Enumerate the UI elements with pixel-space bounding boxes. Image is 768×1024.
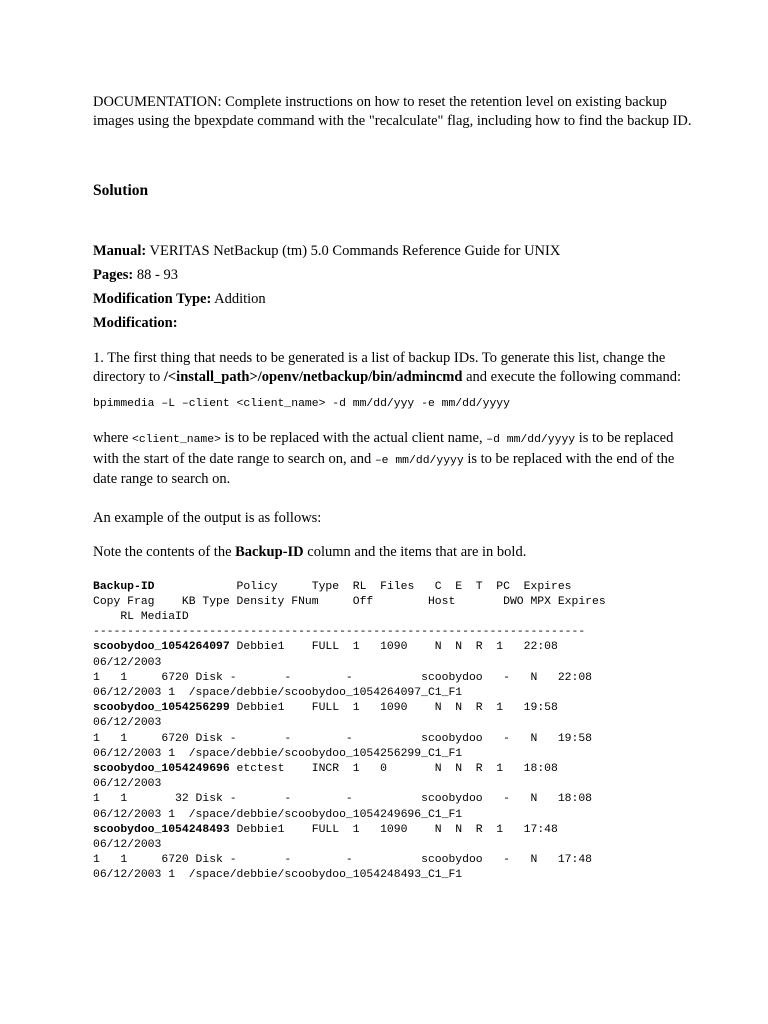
output-record bbox=[93, 762, 693, 823]
step-1-paragraph bbox=[93, 349, 693, 386]
output-record bbox=[93, 823, 693, 884]
manual-label: Manual: bbox=[93, 242, 147, 259]
example-intro: An example of the output is as follows: bbox=[93, 509, 322, 526]
where-text-3: is to be replaced with the start of the date range to search on, and bbox=[93, 430, 674, 467]
record-line-1: etctest INCR 1 0 N N R 1 18:08 bbox=[229, 762, 558, 775]
record-backup-id: scoobydoo_1054249696 bbox=[93, 762, 230, 775]
record-backup-id: scoobydoo_1054256299 bbox=[93, 702, 230, 715]
header-line-2: Copy Frag KB Type Density FNum Off Host DWO MPX Expires bbox=[93, 595, 606, 608]
record-line-4: 06/12/2003 1 /space/debbie/scoobydoo_1054256299_C1_F1 bbox=[93, 747, 463, 760]
record-line-2: 06/12/2003 bbox=[93, 717, 162, 730]
pages-line bbox=[93, 266, 693, 285]
solution-heading: Solution bbox=[93, 182, 149, 199]
modification-type-label: Modification Type: bbox=[93, 290, 212, 307]
note-text-after: column and the items that are in bold. bbox=[303, 544, 527, 560]
manual-line bbox=[93, 242, 693, 261]
header-separator: ------------------------------------------------------------------------ bbox=[93, 626, 586, 639]
bpimmedia-command: bpimmedia –L –client <client_name> -d mm/dd/yyy -e mm/dd/yyyy bbox=[93, 398, 510, 410]
note-paragraph bbox=[93, 543, 693, 562]
record-line-2: 06/12/2003 bbox=[93, 838, 162, 851]
header-line-3: RL MediaID bbox=[93, 610, 189, 623]
record-line-4: 06/12/2003 1 /space/debbie/scoobydoo_1054249696_C1_F1 bbox=[93, 808, 463, 821]
step-1-text-after: and execute the following command: bbox=[462, 368, 682, 385]
record-line-2: 06/12/2003 bbox=[93, 778, 162, 791]
document-page bbox=[93, 93, 693, 884]
note-text-before: Note the contents of the bbox=[93, 544, 236, 560]
record-line-3: 1 1 32 Disk - - - scoobydoo - N 18:08 bbox=[93, 793, 592, 806]
client-name-code: <client_name> bbox=[132, 434, 221, 446]
record-line-1: Debbie1 FULL 1 1090 N N R 1 17:48 bbox=[229, 823, 558, 836]
record-line-1: Debbie1 FULL 1 1090 N N R 1 19:58 bbox=[229, 702, 558, 715]
record-line-3: 1 1 6720 Disk - - - scoobydoo - N 22:08 bbox=[93, 671, 592, 684]
manual-value: VERITAS NetBackup (tm) 5.0 Commands Reference Guide for UNIX bbox=[146, 242, 561, 259]
where-text-1: where bbox=[93, 430, 133, 446]
admincmd-path: /<install_path>/openv/netbackup/bin/admincmd bbox=[163, 368, 463, 385]
step-1-text-before: 1. The first thing that needs to be generated is a list of backup IDs. To generate this list, change the directory to bbox=[93, 350, 666, 385]
where-paragraph bbox=[93, 429, 693, 489]
record-line-2: 06/12/2003 bbox=[93, 656, 162, 669]
documentation-paragraph: DOCUMENTATION: Complete instructions on how to reset the retention level on existing backup images using the bpexpdate command with the "recalculate" flag, including how to find the backup ID. bbox=[93, 94, 692, 129]
output-record bbox=[93, 701, 693, 762]
output-header bbox=[93, 580, 693, 641]
pages-value: 88 - 93 bbox=[133, 266, 178, 283]
where-text-2: is to be replaced with the actual client name, bbox=[220, 430, 487, 446]
modification-label: Modification: bbox=[93, 314, 178, 331]
modification-line bbox=[93, 314, 693, 333]
header-backup-id: Backup-ID bbox=[93, 580, 155, 593]
output-record bbox=[93, 640, 693, 701]
record-line-4: 06/12/2003 1 /space/debbie/scoobydoo_1054248493_C1_F1 bbox=[93, 869, 463, 882]
header-line-1-rest: Policy Type RL Files C E T PC Expires bbox=[154, 580, 572, 593]
record-line-3: 1 1 6720 Disk - - - scoobydoo - N 17:48 bbox=[93, 854, 592, 867]
backup-id-term: Backup-ID bbox=[235, 544, 304, 560]
end-date-code: –e mm/dd/yyyy bbox=[374, 454, 464, 467]
record-line-3: 1 1 6720 Disk - - - scoobydoo - N 19:58 bbox=[93, 732, 592, 745]
record-backup-id: scoobydoo_1054248493 bbox=[93, 823, 230, 836]
pages-label: Pages: bbox=[93, 266, 134, 283]
record-line-1: Debbie1 FULL 1 1090 N N R 1 22:08 bbox=[229, 641, 558, 654]
record-backup-id: scoobydoo_1054264097 bbox=[93, 641, 230, 654]
modification-type-value: Addition bbox=[211, 290, 266, 307]
record-line-4: 06/12/2003 1 /space/debbie/scoobydoo_1054264097_C1_F1 bbox=[93, 686, 463, 699]
start-date-code: –d mm/dd/yyyy bbox=[486, 434, 576, 446]
modification-type-line bbox=[93, 290, 693, 309]
where-text-4: is to be replaced with the end of the date range to search on. bbox=[93, 450, 675, 487]
